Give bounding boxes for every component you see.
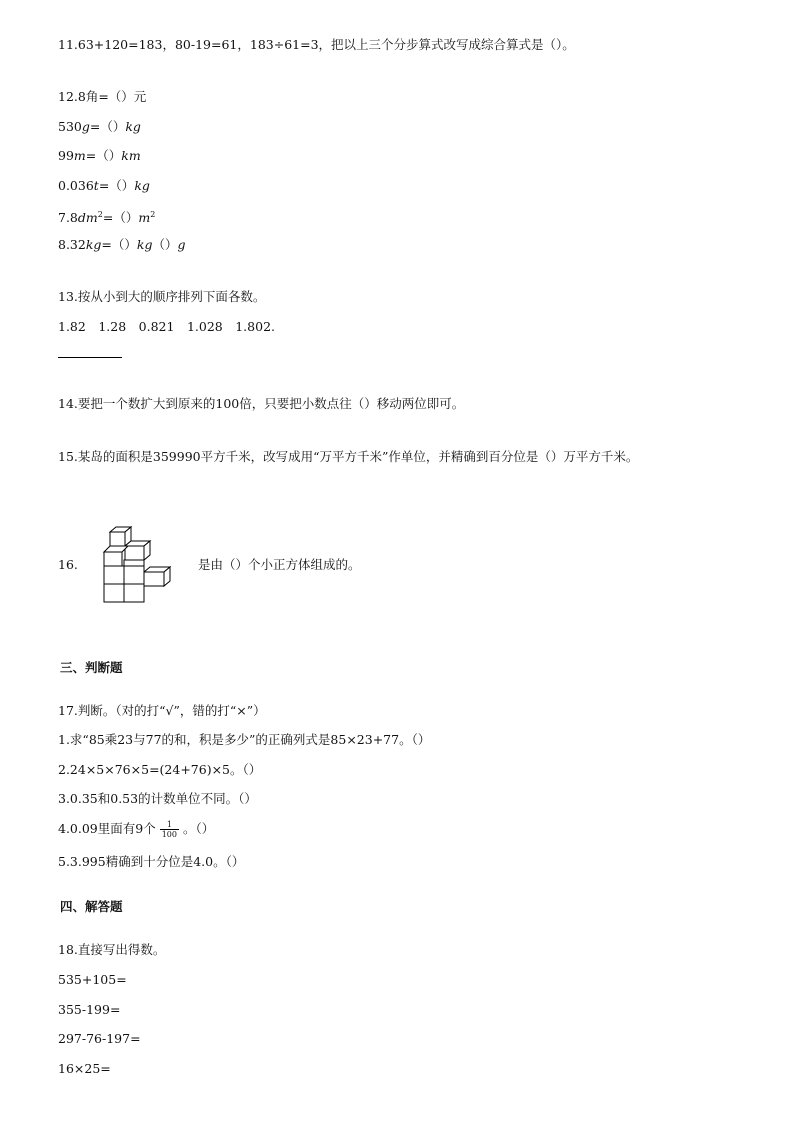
fraction-numerator: 1 (160, 820, 179, 830)
question-13-title: 13.按从小到大的顺序排列下面各数。 (58, 289, 266, 304)
value: 530 (58, 119, 82, 134)
calc-item-3: 297-76-197= (58, 1031, 141, 1046)
judgment-item-5: 5.3.995精确到十分位是4.0。（） (58, 854, 245, 869)
judgment-item-3: 3.0.35和0.53的计数单位不同。（） (58, 791, 257, 806)
exponent: 2 (150, 210, 156, 219)
item-text: 。（） (183, 821, 215, 836)
value: 7.8 (58, 210, 78, 226)
fraction (160, 820, 179, 839)
blank: （） (152, 237, 178, 252)
question-12-line-5 (58, 237, 186, 253)
unit: t (93, 178, 99, 193)
judgment-item-4 (58, 818, 214, 840)
question-16-text: 是由（）个小正方体组成的。 (198, 557, 361, 572)
unit: m (138, 210, 151, 226)
unit: g (177, 237, 186, 252)
question-16-number: 16. (58, 557, 78, 572)
question-11: 11.63+120=183，80-19=61，183÷61=3，把以上三个分步算式改写成综合算式是（）。 (58, 37, 575, 52)
blank: =（） (89, 119, 126, 134)
section-title-judgment: 三、判断题 (60, 660, 123, 675)
unit: kg (125, 119, 141, 134)
unit: m (73, 148, 86, 163)
question-14: 14.要把一个数扩大到原来的100倍，只要把小数点往（）移动两位即可。 (58, 396, 465, 411)
question-12-line-4 (58, 207, 155, 226)
blank: =（） (85, 148, 122, 163)
blank: =（） (102, 210, 139, 226)
cube-stack-icon (100, 526, 174, 609)
question-12-line-3 (58, 178, 150, 194)
exponent: 2 (97, 210, 103, 219)
judgment-item-1: 1.求“85乘23与77的和，积是多少”的正确列式是85×23+77。（） (58, 732, 431, 747)
question-12-line-2 (58, 148, 141, 164)
judgment-item-2: 2.24×5×76×5=(24+76)×5。（） (58, 762, 262, 777)
question-13-numbers: 1.82 1.28 0.821 1.028 1.802. (58, 319, 275, 334)
value: 8.32 (58, 237, 86, 252)
question-17-title: 17.判断。（对的打“√”，错的打“×”） (58, 703, 266, 718)
calc-item-4: 16×25= (58, 1061, 111, 1076)
question-12-title: 12.8角=（）元 (58, 89, 147, 104)
calc-item-2: 355-199= (58, 1002, 121, 1017)
unit: km (121, 148, 141, 163)
unit: kg (85, 237, 102, 252)
question-12-line-1 (58, 119, 141, 135)
question-15: 15.某岛的面积是359990平方千米，改写成用“万平方千米”作单位，并精确到百分位是（）万平方千米。 (58, 449, 639, 464)
unit: g (81, 119, 90, 134)
unit: kg (136, 237, 153, 252)
item-text: 4.0.09里面有9个 (58, 821, 156, 836)
value: 0.036 (58, 178, 94, 193)
section-title-answer: 四、解答题 (60, 899, 123, 914)
answer-underline (58, 357, 122, 358)
unit: kg (134, 178, 150, 193)
calc-item-1: 535+105= (58, 972, 127, 987)
value: 99 (58, 148, 74, 163)
blank: =（） (98, 178, 135, 193)
blank: =（） (101, 237, 137, 252)
question-18-title: 18.直接写出得数。 (58, 942, 166, 957)
fraction-denominator: 100 (161, 830, 177, 839)
unit: dm (77, 210, 98, 226)
